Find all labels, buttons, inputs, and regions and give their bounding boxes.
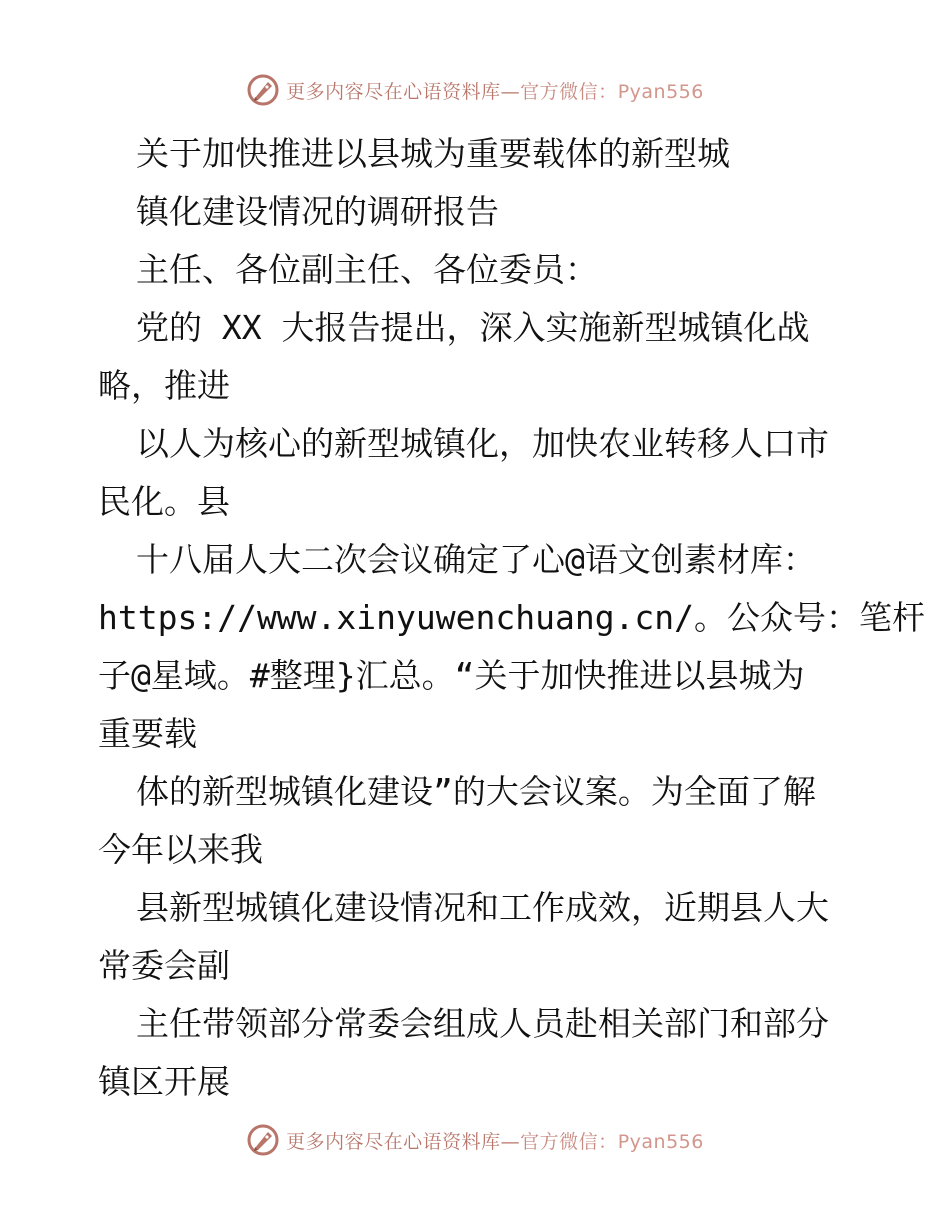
document-line: 党的 XX 大报告提出，深入实施新型城镇化战 — [136, 308, 810, 347]
header-slogan: 更多内容尽在心语资料库 — [286, 80, 501, 103]
document-line: 以人为核心的新型城镇化，加快农业转移人口市 — [136, 424, 829, 463]
document-line: 常委会副 — [98, 946, 230, 985]
document-line: 重要载 — [98, 714, 197, 753]
footer-banner — [0, 1120, 950, 1160]
document-line: 十八届人大二次会议确定了心@语文创素材库： — [136, 540, 816, 579]
document-line: 镇化建设情况的调研报告 — [136, 192, 499, 231]
document-line: 关于加快推进以县城为重要载体的新型城 — [136, 134, 730, 173]
document-line: 子@星域。#整理}汇总。“关于加快推进以县城为 — [98, 656, 805, 695]
header-wechat-account: Pyan556 — [617, 80, 704, 103]
document-line: 主任带领部分常委会组成人员赴相关部门和部分 — [136, 1004, 829, 1043]
header-banner — [0, 70, 950, 110]
document-line: 体的新型城镇化建设”的大会议案。为全面了解 — [136, 772, 816, 811]
document-line: 略，推进 — [98, 366, 230, 405]
pen-nib-logo-icon — [246, 1123, 280, 1157]
footer-wechat-label: 官方微信： — [520, 1130, 618, 1153]
document-line: https://www.xinyuwenchuang.cn/。公众号：笔杆 — [98, 598, 926, 637]
header-brand-text — [286, 77, 704, 104]
pen-nib-logo-icon — [246, 73, 280, 107]
document-line: 镇区开展 — [98, 1062, 230, 1101]
document-line: 县新型城镇化建设情况和工作成效，近期县人大 — [136, 888, 829, 927]
document-line: 主任、各位副主任、各位委员： — [136, 250, 598, 289]
document-body — [98, 125, 926, 1111]
document-line: 今年以来我 — [98, 830, 263, 869]
footer-brand-text — [286, 1127, 704, 1154]
footer-separator: — — [500, 1130, 521, 1153]
header-wechat-label: 官方微信： — [520, 80, 618, 103]
header-separator: — — [500, 80, 521, 103]
footer-slogan: 更多内容尽在心语资料库 — [286, 1130, 501, 1153]
document-line: 民化。县 — [98, 482, 230, 521]
footer-wechat-account: Pyan556 — [617, 1130, 704, 1153]
